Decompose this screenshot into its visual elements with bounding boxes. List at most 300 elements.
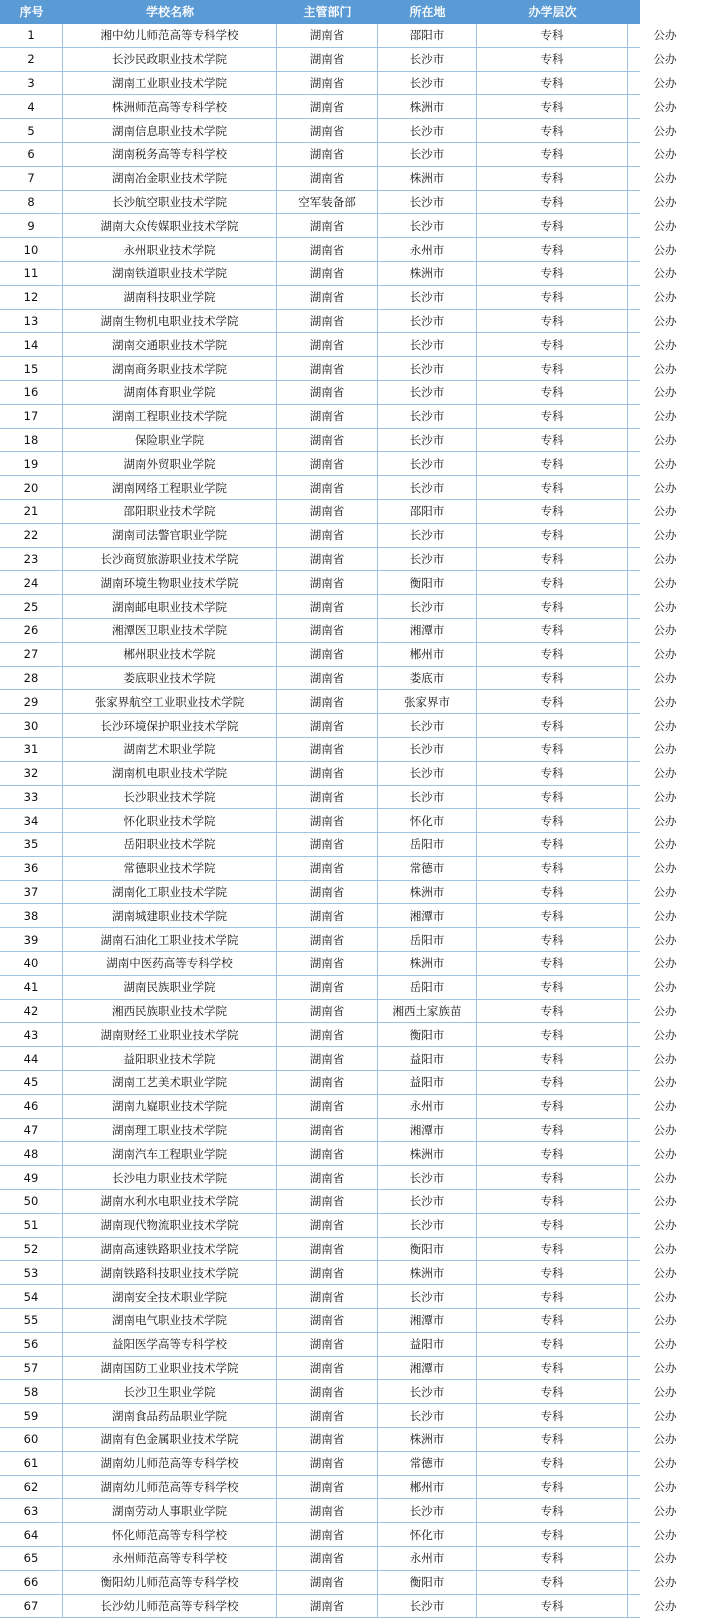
location-cell: 长沙市: [378, 381, 477, 404]
index-cell: 63: [0, 1499, 63, 1522]
location-cell: 郴州市: [378, 643, 477, 666]
index-cell: 6: [0, 143, 63, 166]
location-cell: 长沙市: [378, 1404, 477, 1427]
level-cell: 专科: [477, 1499, 628, 1522]
level-cell: 专科: [477, 381, 628, 404]
department-cell: 湖南省: [277, 1142, 378, 1165]
nature-cell: 公办: [653, 528, 677, 543]
department-cell: 湖南省: [277, 1309, 378, 1332]
table-row: [0, 357, 677, 381]
department-cell: 湖南省: [277, 1476, 378, 1499]
school-name-cell: 湖南有色金属职业技术学院: [63, 1428, 277, 1451]
department-cell: 湖南省: [277, 690, 378, 713]
department-cell: 湖南省: [277, 1571, 378, 1594]
index-cell: 9: [0, 214, 63, 237]
nature-cell: 公办: [653, 313, 677, 328]
location-cell: 永州市: [378, 1547, 477, 1570]
level-cell: 专科: [477, 809, 628, 832]
department-cell: 湖南省: [277, 1214, 378, 1237]
level-cell: 专科: [477, 1023, 628, 1046]
nature-cell: 公办: [653, 290, 677, 305]
location-cell: 长沙市: [378, 476, 477, 499]
department-cell: 湖南省: [277, 1000, 378, 1023]
department-cell: 湖南省: [277, 904, 378, 927]
nature-cell: 公办: [653, 75, 677, 90]
index-cell: 52: [0, 1238, 63, 1261]
department-cell: 湖南省: [277, 357, 378, 380]
table-row: [0, 714, 677, 738]
department-cell: 湖南省: [277, 48, 378, 71]
index-cell: 8: [0, 191, 63, 214]
school-name-cell: 湖南冶金职业技术学院: [63, 167, 277, 190]
index-cell: 26: [0, 619, 63, 642]
index-cell: 28: [0, 667, 63, 690]
index-cell: 39: [0, 928, 63, 951]
location-cell: 郴州市: [378, 1476, 477, 1499]
department-cell: 湖南省: [277, 333, 378, 356]
nature-cell: 公办: [653, 123, 677, 138]
department-cell: 湖南省: [277, 1499, 378, 1522]
level-cell: 专科: [477, 1571, 628, 1594]
index-cell: 46: [0, 1095, 63, 1118]
department-cell: 湖南省: [277, 1119, 378, 1142]
location-cell: 长沙市: [378, 143, 477, 166]
level-cell: 专科: [477, 595, 628, 618]
school-name-cell: 娄底职业技术学院: [63, 667, 277, 690]
level-cell: 专科: [477, 571, 628, 594]
nature-cell: 公办: [653, 789, 677, 804]
table-row: [0, 143, 677, 167]
level-cell: 专科: [477, 1214, 628, 1237]
location-cell: 湘潭市: [378, 619, 477, 642]
location-cell: 长沙市: [378, 429, 477, 452]
department-cell: 湖南省: [277, 381, 378, 404]
nature-cell: 公办: [653, 1456, 677, 1471]
nature-cell: 公办: [653, 361, 677, 376]
department-cell: 湖南省: [277, 738, 378, 761]
index-cell: 24: [0, 571, 63, 594]
level-cell: 专科: [477, 548, 628, 571]
level-cell: 专科: [477, 1071, 628, 1094]
department-cell: 湖南省: [277, 238, 378, 261]
department-cell: 湖南省: [277, 548, 378, 571]
table-row: [0, 928, 677, 952]
school-name-cell: 湖南机电职业技术学院: [63, 762, 277, 785]
nature-cell: 公办: [653, 504, 677, 519]
school-name-cell: 湖南幼儿师范高等专科学校: [63, 1452, 277, 1475]
school-name-cell: 湖南信息职业技术学院: [63, 119, 277, 142]
department-cell: 湖南省: [277, 1428, 378, 1451]
index-cell: 14: [0, 333, 63, 356]
nature-cell: 公办: [653, 813, 677, 828]
nature-cell: 公办: [653, 1337, 677, 1352]
header-nature: 院校性质: [640, 4, 689, 19]
school-name-cell: 湖南中医药高等专科学校: [63, 952, 277, 975]
location-cell: 株洲市: [378, 952, 477, 975]
school-name-cell: 长沙环境保护职业技术学院: [63, 714, 277, 737]
index-cell: 57: [0, 1357, 63, 1380]
school-name-cell: 湖南体育职业学院: [63, 381, 277, 404]
location-cell: 长沙市: [378, 72, 477, 95]
department-cell: 湖南省: [277, 619, 378, 642]
nature-cell: 公办: [653, 599, 677, 614]
nature-cell: 公办: [653, 171, 677, 186]
department-cell: 湖南省: [277, 786, 378, 809]
table-row: [0, 1142, 677, 1166]
level-cell: 专科: [477, 72, 628, 95]
nature-cell: 公办: [653, 1575, 677, 1590]
nature-cell: 公办: [653, 1075, 677, 1090]
department-cell: 湖南省: [277, 95, 378, 118]
table-row: [0, 405, 677, 429]
school-name-cell: 湖南科技职业学院: [63, 286, 277, 309]
school-name-cell: 长沙幼儿师范高等专科学校: [63, 1595, 277, 1618]
location-cell: 永州市: [378, 238, 477, 261]
location-cell: 衡阳市: [378, 571, 477, 594]
table-row: [0, 1071, 677, 1095]
table-row: [0, 333, 677, 357]
location-cell: 株洲市: [378, 1142, 477, 1165]
index-cell: 3: [0, 72, 63, 95]
nature-cell: 公办: [653, 1218, 677, 1233]
level-cell: 专科: [477, 333, 628, 356]
table-body: [0, 24, 677, 1618]
index-cell: 17: [0, 405, 63, 428]
table-row: [0, 1023, 677, 1047]
table-row: [0, 214, 677, 238]
index-cell: 18: [0, 429, 63, 452]
nature-cell: 公办: [653, 456, 677, 471]
location-cell: 娄底市: [378, 667, 477, 690]
location-cell: 张家界市: [378, 690, 477, 713]
location-cell: 长沙市: [378, 548, 477, 571]
level-cell: 专科: [477, 1095, 628, 1118]
level-cell: 专科: [477, 762, 628, 785]
index-cell: 44: [0, 1047, 63, 1070]
level-cell: 专科: [477, 786, 628, 809]
index-cell: 43: [0, 1023, 63, 1046]
school-name-cell: 长沙航空职业技术学院: [63, 191, 277, 214]
level-cell: 专科: [477, 262, 628, 285]
location-cell: 常德市: [378, 1452, 477, 1475]
level-cell: 专科: [477, 1238, 628, 1261]
index-cell: 47: [0, 1119, 63, 1142]
location-cell: 湘西土家族苗: [378, 1000, 477, 1023]
table-row: [0, 524, 677, 548]
header-location: 所在地: [409, 4, 446, 19]
department-cell: 湖南省: [277, 24, 378, 47]
table-header: [0, 0, 689, 24]
index-cell: 51: [0, 1214, 63, 1237]
level-cell: 专科: [477, 1119, 628, 1142]
location-cell: 益阳市: [378, 1047, 477, 1070]
level-cell: 专科: [477, 1000, 628, 1023]
department-cell: 湖南省: [277, 1190, 378, 1213]
nature-cell: 公办: [653, 1408, 677, 1423]
department-cell: 湖南省: [277, 881, 378, 904]
school-name-cell: 常德职业技术学院: [63, 857, 277, 880]
school-name-cell: 湖南商务职业技术学院: [63, 357, 277, 380]
table-row: [0, 738, 677, 762]
index-cell: 22: [0, 524, 63, 547]
location-cell: 湘潭市: [378, 904, 477, 927]
department-cell: 湖南省: [277, 952, 378, 975]
location-cell: 长沙市: [378, 786, 477, 809]
table-row: [0, 619, 677, 643]
school-name-cell: 永州职业技术学院: [63, 238, 277, 261]
table-row: [0, 429, 677, 453]
school-name-cell: 永州师范高等专科学校: [63, 1547, 277, 1570]
location-cell: 长沙市: [378, 286, 477, 309]
school-name-cell: 长沙电力职业技术学院: [63, 1166, 277, 1189]
nature-cell: 公办: [653, 1289, 677, 1304]
index-cell: 48: [0, 1142, 63, 1165]
index-cell: 30: [0, 714, 63, 737]
department-cell: 空军装备部: [277, 191, 378, 214]
department-cell: 湖南省: [277, 476, 378, 499]
nature-cell: 公办: [653, 1099, 677, 1114]
level-cell: 专科: [477, 143, 628, 166]
department-cell: 湖南省: [277, 119, 378, 142]
nature-cell: 公办: [653, 551, 677, 566]
level-cell: 专科: [477, 1309, 628, 1332]
table-row: [0, 1428, 677, 1452]
school-name-cell: 湖南铁路科技职业技术学院: [63, 1261, 277, 1284]
index-cell: 23: [0, 548, 63, 571]
table-row: [0, 690, 677, 714]
location-cell: 怀化市: [378, 1523, 477, 1546]
level-cell: 专科: [477, 429, 628, 452]
level-cell: 专科: [477, 48, 628, 71]
location-cell: 株洲市: [378, 1428, 477, 1451]
school-name-cell: 湖南网络工程职业学院: [63, 476, 277, 499]
header-index: 序号: [19, 4, 44, 19]
index-cell: 21: [0, 500, 63, 523]
department-cell: 湖南省: [277, 452, 378, 475]
school-name-cell: 湖南交通职业技术学院: [63, 333, 277, 356]
nature-cell: 公办: [653, 409, 677, 424]
level-cell: 专科: [477, 1523, 628, 1546]
table-row: [0, 1499, 677, 1523]
nature-cell: 公办: [653, 266, 677, 281]
index-cell: 36: [0, 857, 63, 880]
school-name-cell: 湖南工程职业技术学院: [63, 405, 277, 428]
table-row: [0, 952, 677, 976]
department-cell: 湖南省: [277, 500, 378, 523]
level-cell: 专科: [477, 1047, 628, 1070]
department-cell: 湖南省: [277, 1333, 378, 1356]
location-cell: 岳阳市: [378, 833, 477, 856]
level-cell: 专科: [477, 619, 628, 642]
level-cell: 专科: [477, 452, 628, 475]
index-cell: 7: [0, 167, 63, 190]
school-name-cell: 湖南财经工业职业技术学院: [63, 1023, 277, 1046]
index-cell: 2: [0, 48, 63, 71]
level-cell: 专科: [477, 214, 628, 237]
nature-cell: 公办: [653, 1027, 677, 1042]
location-cell: 株洲市: [378, 881, 477, 904]
table-row: [0, 1547, 677, 1571]
level-cell: 专科: [477, 1476, 628, 1499]
nature-cell: 公办: [653, 218, 677, 233]
level-cell: 专科: [477, 500, 628, 523]
school-name-cell: 湖南环境生物职业技术学院: [63, 571, 277, 594]
table-row: [0, 500, 677, 524]
location-cell: 湘潭市: [378, 1357, 477, 1380]
table-row: [0, 762, 677, 786]
school-name-cell: 湖南现代物流职业技术学院: [63, 1214, 277, 1237]
nature-cell: 公办: [653, 432, 677, 447]
nature-cell: 公办: [653, 194, 677, 209]
nature-cell: 公办: [653, 623, 677, 638]
location-cell: 益阳市: [378, 1071, 477, 1094]
table-row: [0, 191, 677, 215]
nature-cell: 公办: [653, 147, 677, 162]
location-cell: 衡阳市: [378, 1238, 477, 1261]
school-name-cell: 湖南外贸职业学院: [63, 452, 277, 475]
index-cell: 12: [0, 286, 63, 309]
index-cell: 34: [0, 809, 63, 832]
school-name-cell: 湖南劳动人事职业学院: [63, 1499, 277, 1522]
nature-cell: 公办: [653, 885, 677, 900]
school-name-cell: 湖南司法警官职业学院: [63, 524, 277, 547]
department-cell: 湖南省: [277, 643, 378, 666]
nature-cell: 公办: [653, 1146, 677, 1161]
index-cell: 38: [0, 904, 63, 927]
school-name-cell: 邵阳职业技术学院: [63, 500, 277, 523]
location-cell: 长沙市: [378, 333, 477, 356]
table-row: [0, 24, 677, 48]
school-name-cell: 湖南艺术职业学院: [63, 738, 277, 761]
department-cell: 湖南省: [277, 1023, 378, 1046]
table-row: [0, 667, 677, 691]
school-name-cell: 长沙职业技术学院: [63, 786, 277, 809]
nature-cell: 公办: [653, 1170, 677, 1185]
school-name-cell: 湖南幼儿师范高等专科学校: [63, 1476, 277, 1499]
location-cell: 长沙市: [378, 1166, 477, 1189]
school-name-cell: 怀化师范高等专科学校: [63, 1523, 277, 1546]
index-cell: 49: [0, 1166, 63, 1189]
index-cell: 61: [0, 1452, 63, 1475]
index-cell: 50: [0, 1190, 63, 1213]
department-cell: 湖南省: [277, 429, 378, 452]
level-cell: 专科: [477, 1404, 628, 1427]
table-row: [0, 1309, 677, 1333]
nature-cell: 公办: [653, 1004, 677, 1019]
school-name-cell: 湖南邮电职业技术学院: [63, 595, 277, 618]
department-cell: 湖南省: [277, 1404, 378, 1427]
department-cell: 湖南省: [277, 405, 378, 428]
location-cell: 长沙市: [378, 357, 477, 380]
location-cell: 衡阳市: [378, 1023, 477, 1046]
level-cell: 专科: [477, 1547, 628, 1570]
department-cell: 湖南省: [277, 286, 378, 309]
department-cell: 湖南省: [277, 143, 378, 166]
school-name-cell: 湖南理工职业技术学院: [63, 1119, 277, 1142]
location-cell: 长沙市: [378, 191, 477, 214]
location-cell: 常德市: [378, 857, 477, 880]
table-row: [0, 1285, 677, 1309]
location-cell: 株洲市: [378, 262, 477, 285]
header-school-name: 学校名称: [145, 4, 194, 19]
location-cell: 长沙市: [378, 714, 477, 737]
department-cell: 湖南省: [277, 1380, 378, 1403]
level-cell: 专科: [477, 357, 628, 380]
nature-cell: 公办: [653, 861, 677, 876]
table-row: [0, 238, 677, 262]
nature-cell: 公办: [653, 1598, 677, 1613]
index-cell: 16: [0, 381, 63, 404]
nature-cell: 公办: [653, 1480, 677, 1494]
table-row: [0, 857, 677, 881]
nature-cell: 公办: [653, 52, 677, 67]
location-cell: 株洲市: [378, 95, 477, 118]
department-cell: 湖南省: [277, 1285, 378, 1308]
index-cell: 53: [0, 1261, 63, 1284]
table-row: [0, 1571, 677, 1595]
school-name-cell: 长沙商贸旅游职业技术学院: [63, 548, 277, 571]
location-cell: 怀化市: [378, 809, 477, 832]
nature-cell: 公办: [653, 956, 677, 971]
school-name-cell: 湖南生物机电职业技术学院: [63, 310, 277, 333]
index-cell: 1: [0, 24, 63, 47]
school-name-cell: 湖南铁道职业技术学院: [63, 262, 277, 285]
table-row: [0, 1047, 677, 1071]
school-name-cell: 湖南高速铁路职业技术学院: [63, 1238, 277, 1261]
nature-cell: 公办: [653, 647, 677, 662]
school-name-cell: 益阳职业技术学院: [63, 1047, 277, 1070]
nature-cell: 公办: [653, 1123, 677, 1138]
index-cell: 15: [0, 357, 63, 380]
table-row: [0, 571, 677, 595]
level-cell: 专科: [477, 928, 628, 951]
table-row: [0, 95, 677, 119]
table-row: [0, 833, 677, 857]
nature-cell: 公办: [653, 1242, 677, 1257]
school-name-cell: 湘西民族职业技术学院: [63, 1000, 277, 1023]
location-cell: 长沙市: [378, 1380, 477, 1403]
department-cell: 湖南省: [277, 167, 378, 190]
location-cell: 长沙市: [378, 405, 477, 428]
location-cell: 长沙市: [378, 214, 477, 237]
nature-cell: 公办: [653, 1503, 677, 1518]
index-cell: 56: [0, 1333, 63, 1356]
table-row: [0, 976, 677, 1000]
department-cell: 湖南省: [277, 1357, 378, 1380]
school-name-cell: 湖南电气职业技术学院: [63, 1309, 277, 1332]
level-cell: 专科: [477, 1142, 628, 1165]
level-cell: 专科: [477, 952, 628, 975]
level-cell: 专科: [477, 714, 628, 737]
level-cell: 专科: [477, 1190, 628, 1213]
school-name-cell: 湖南汽车工程职业学院: [63, 1142, 277, 1165]
header-level: 办学层次: [528, 4, 577, 19]
level-cell: 专科: [477, 881, 628, 904]
nature-cell: 公办: [653, 1265, 677, 1280]
index-cell: 4: [0, 95, 63, 118]
department-cell: 湖南省: [277, 857, 378, 880]
nature-cell: 公办: [653, 480, 677, 495]
location-cell: 湘潭市: [378, 1119, 477, 1142]
level-cell: 专科: [477, 286, 628, 309]
table-row: [0, 904, 677, 928]
nature-cell: 公办: [653, 1313, 677, 1328]
index-cell: 5: [0, 119, 63, 142]
location-cell: 邵阳市: [378, 500, 477, 523]
level-cell: 专科: [477, 238, 628, 261]
department-cell: 湖南省: [277, 595, 378, 618]
school-name-cell: 郴州职业技术学院: [63, 643, 277, 666]
